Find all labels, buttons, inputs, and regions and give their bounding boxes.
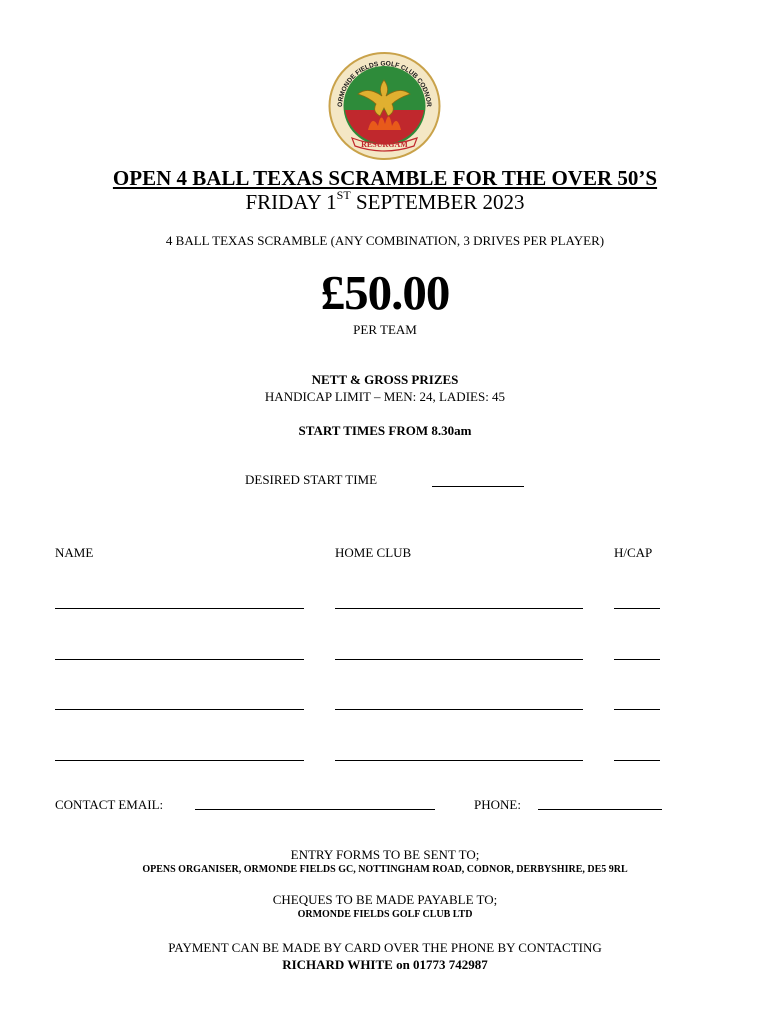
- contact-email-field[interactable]: [195, 809, 435, 810]
- club-crest-logo: [328, 50, 441, 160]
- player-2-hcap-field[interactable]: [614, 659, 660, 660]
- player-2-name-field[interactable]: [55, 659, 304, 660]
- player-3-name-field[interactable]: [55, 709, 304, 710]
- event-title: OPEN 4 BALL TEXAS SCRAMBLE FOR THE OVER 50’S: [112, 166, 658, 190]
- entry-price: £50.00: [320, 265, 450, 320]
- event-date-prefix: FRIDAY 1: [245, 190, 337, 214]
- desired-start-field[interactable]: [432, 486, 524, 487]
- event-date-suffix: SEPTEMBER 2023: [350, 190, 525, 214]
- contact-email-label: CONTACT EMAIL:: [55, 797, 164, 812]
- prizes-heading: NETT & GROSS PRIZES: [311, 372, 459, 387]
- event-format: 4 BALL TEXAS SCRAMBLE (ANY COMBINATION, 3 DRIVES PER PLAYER): [165, 233, 605, 248]
- payment-info: PAYMENT CAN BE MADE BY CARD OVER THE PHONE BY CONTACTING: [168, 940, 602, 955]
- player-2-club-field[interactable]: [335, 659, 583, 660]
- price-unit: PER TEAM: [353, 322, 417, 337]
- phone-label: PHONE:: [474, 797, 521, 812]
- player-4-club-field[interactable]: [335, 760, 583, 761]
- handicap-limit: HANDICAP LIMIT – MEN: 24, LADIES: 45: [264, 389, 506, 404]
- desired-start-label: DESIRED START TIME: [245, 472, 378, 487]
- logo-motto: RESURGAM: [361, 140, 408, 149]
- start-times: START TIMES FROM 8.30am: [298, 423, 472, 438]
- player-4-name-field[interactable]: [55, 760, 304, 761]
- payment-contact: RICHARD WHITE on 01773 742987: [282, 957, 488, 972]
- column-header-home-club: HOME CLUB: [335, 545, 412, 560]
- entry-forms-label: ENTRY FORMS TO BE SENT TO;: [290, 847, 480, 862]
- cheques-label: CHEQUES TO BE MADE PAYABLE TO;: [272, 892, 498, 907]
- player-3-hcap-field[interactable]: [614, 709, 660, 710]
- player-1-club-field[interactable]: [335, 608, 583, 609]
- player-1-name-field[interactable]: [55, 608, 304, 609]
- payee-company: ORMONDE FIELDS GOLF CLUB LTD: [297, 909, 473, 920]
- entry-address: OPENS ORGANISER, ORMONDE FIELDS GC, NOTTINGHAM ROAD, CODNOR, DERBYSHIRE, DE5 9RL: [142, 864, 628, 875]
- column-header-name: NAME: [55, 545, 94, 560]
- player-1-hcap-field[interactable]: [614, 608, 660, 609]
- player-3-club-field[interactable]: [335, 709, 583, 710]
- phone-field[interactable]: [538, 809, 662, 810]
- column-header-hcap: H/CAP: [614, 545, 653, 560]
- event-date: [0, 190, 770, 215]
- logo-ring-text: ORMONDE FIELDS GOLF CLUB CODNOR: [336, 60, 433, 108]
- player-4-hcap-field[interactable]: [614, 760, 660, 761]
- event-date-ordinal: ST: [336, 188, 351, 202]
